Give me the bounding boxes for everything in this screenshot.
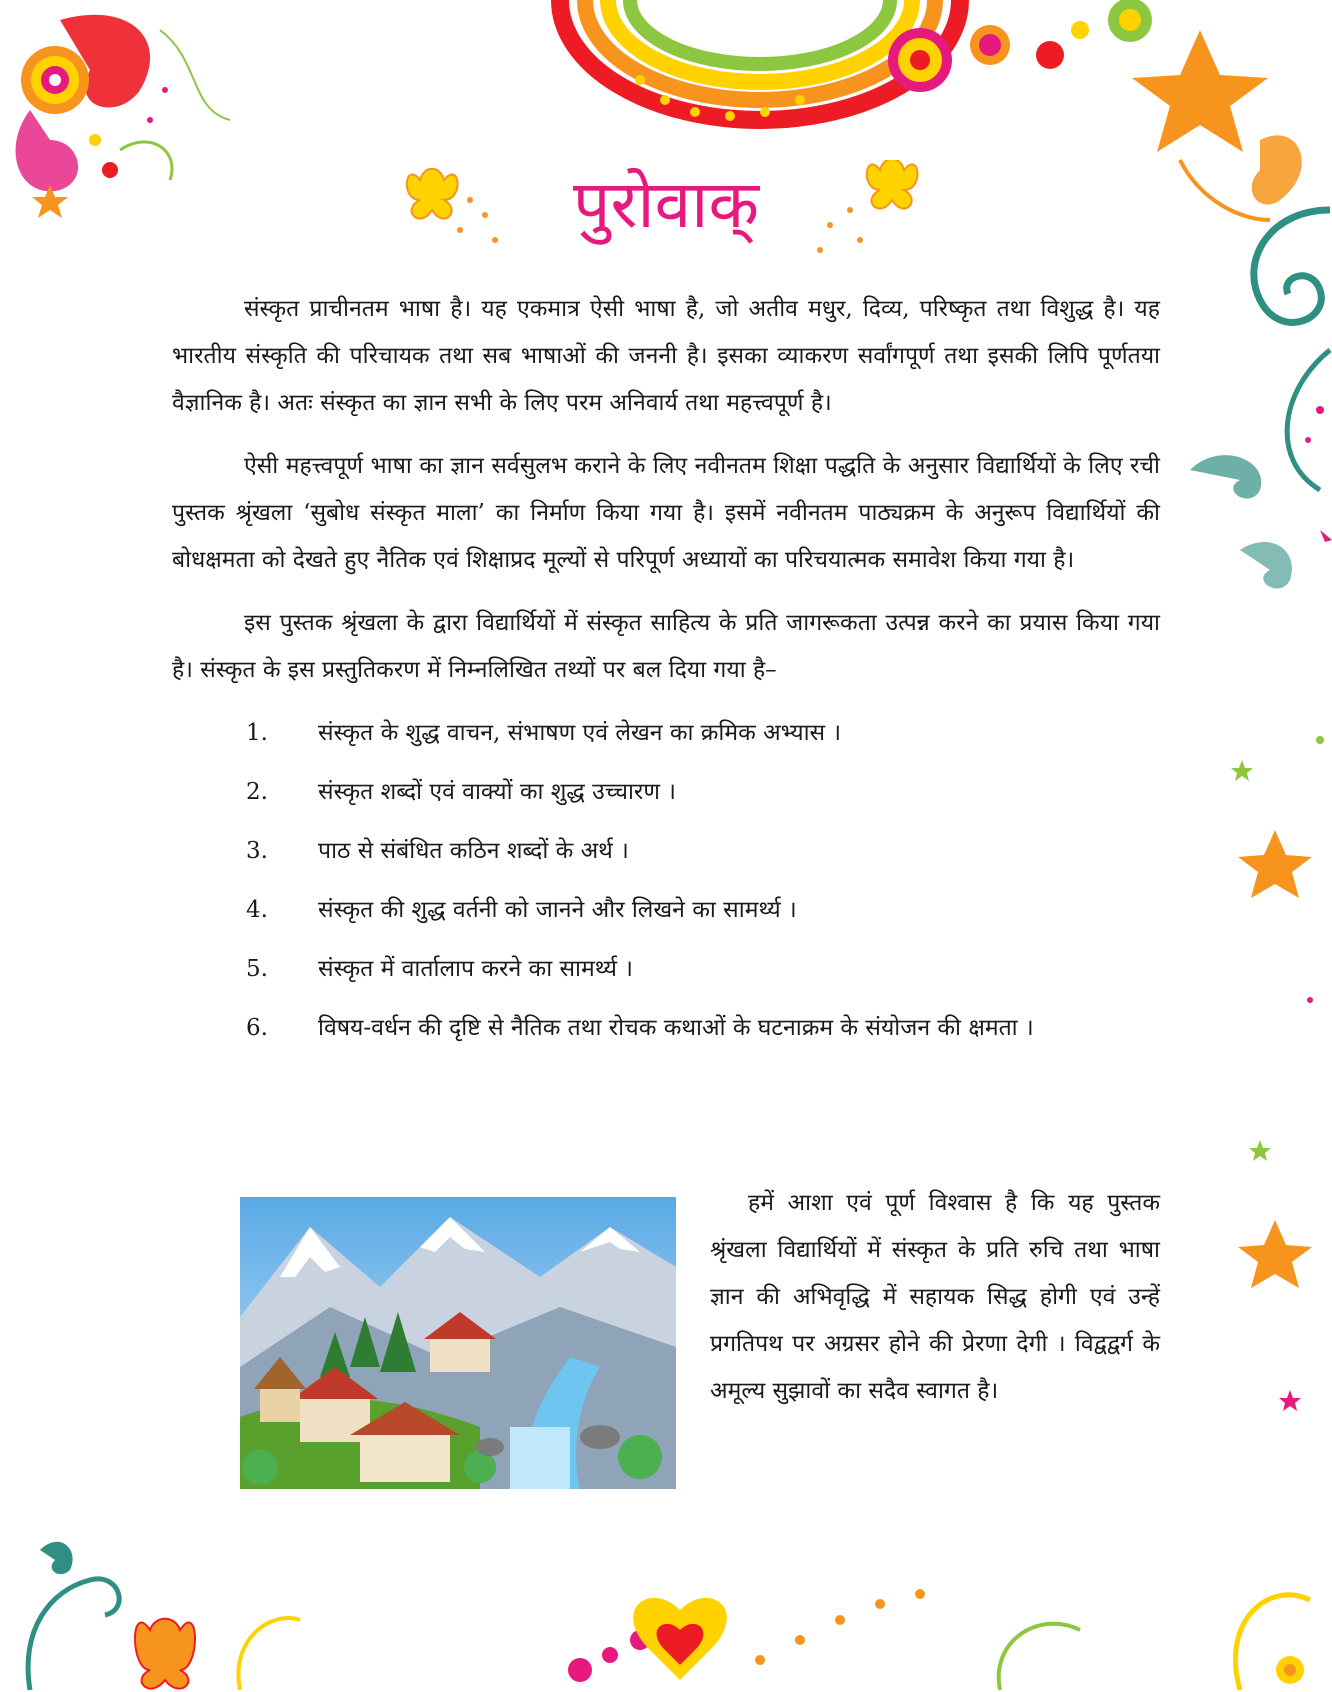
list-item-text: संस्कृत में वार्तालाप करने का सामर्थ्य । [318, 956, 633, 982]
list-item-number: 1. [246, 720, 268, 746]
list-item-number: 5. [246, 956, 268, 982]
list-item-text: विषय-वर्धन की दृष्टि से नैतिक तथा रोचक कथाओं के घटनाक्रम के संयोजन की क्षमता । [318, 1015, 1034, 1041]
list-item [172, 710, 1160, 757]
village-illustration [240, 1197, 676, 1489]
list-item-number: 6. [246, 1015, 268, 1041]
right-stars-decoration [1220, 700, 1332, 1460]
list-item-number: 3. [246, 838, 268, 864]
preface-body [172, 286, 1160, 1064]
list-item [172, 828, 1160, 875]
list-item [172, 887, 1160, 934]
list-item-text: संस्कृत के शुद्ध वाचन, संभाषण एवं लेखन का क्रमिक अभ्यास । [318, 720, 842, 746]
paragraph-purpose: इस पुस्तक श्रृंखला के द्वारा विद्यार्थियों में संस्कृत साहित्य के प्रति जागरूकता उत्पन्न करने का प्रयास किया गया है। संस्कृत के इस प्रस्तुतिकरण में निम्नलिखित तथ्यों पर बल दिया गया है– [172, 610, 1160, 683]
paragraph-intro: संस्कृत प्राचीनतम भाषा है। यह एकमात्र ऐसी भाषा है, जो अतीव मधुर, दिव्य, परिष्कृत तथा विशुद्ध है। यह भारतीय संस्कृति की परिचायक तथा सब भाषाओं की जननी है। इसका व्याकरण सर्वांगपूर्ण तथा इसकी लिपि पूर्णतया वैज्ञानिक है। अतः संस्कृत का ज्ञान सभी के लिए परम अनिवार्य तथा महत्त्वपूर्ण है। [172, 296, 1160, 416]
emphasis-points-list [172, 710, 1160, 1052]
list-item-text: संस्कृत शब्दों एवं वाक्यों का शुद्ध उच्चारण । [318, 779, 676, 805]
right-swirl-decoration [1180, 190, 1332, 610]
list-item-text: संस्कृत की शुद्ध वर्तनी को जानने और लिखने का सामर्थ्य । [318, 897, 797, 923]
list-item-text: पाठ से संबंधित कठिन शब्दों के अर्थ । [318, 838, 629, 864]
page-title: पुरोवाक् [572, 166, 760, 243]
list-item [172, 946, 1160, 993]
list-item [172, 1005, 1160, 1052]
list-item-number: 2. [246, 779, 268, 805]
paragraph-series: ऐसी महत्त्वपूर्ण भाषा का ज्ञान सर्वसुलभ कराने के लिए नवीनतम शिक्षा पद्धति के अनुसार विद्यार्थियों के लिए रची पुस्तक श्रृंखला ‘सुबोध संस्कृत माला’ का निर्माण किया गया है। इसमें नवीनतम पाठ्यक्रम के अनुरूप विद्यार्थियों की बोधक्षमता को देखते हुए नैतिक एवं शिक्षाप्रद मूल्यों से परिपूर्ण अध्यायों का परिचयात्मक समावेश किया गया है। [172, 453, 1160, 573]
closing-paragraph: हमें आशा एवं पूर्ण विश्वास है कि यह पुस्तक श्रृंखला विद्यार्थियों में संस्कृत के प्रति रुचि तथा भाषा ज्ञान की अभिवृद्धि में सहायक सिद्ध होगी एवं उन्हें प्रगतिपथ पर अग्रसर होने की प्रेरणा देगी । विद्वद्वर्ग के अमूल्य सुझावों का सदैव स्वागत है। [710, 1190, 1160, 1404]
list-item [172, 769, 1160, 816]
list-item-number: 4. [246, 897, 268, 923]
bottom-decoration [0, 1520, 1332, 1692]
